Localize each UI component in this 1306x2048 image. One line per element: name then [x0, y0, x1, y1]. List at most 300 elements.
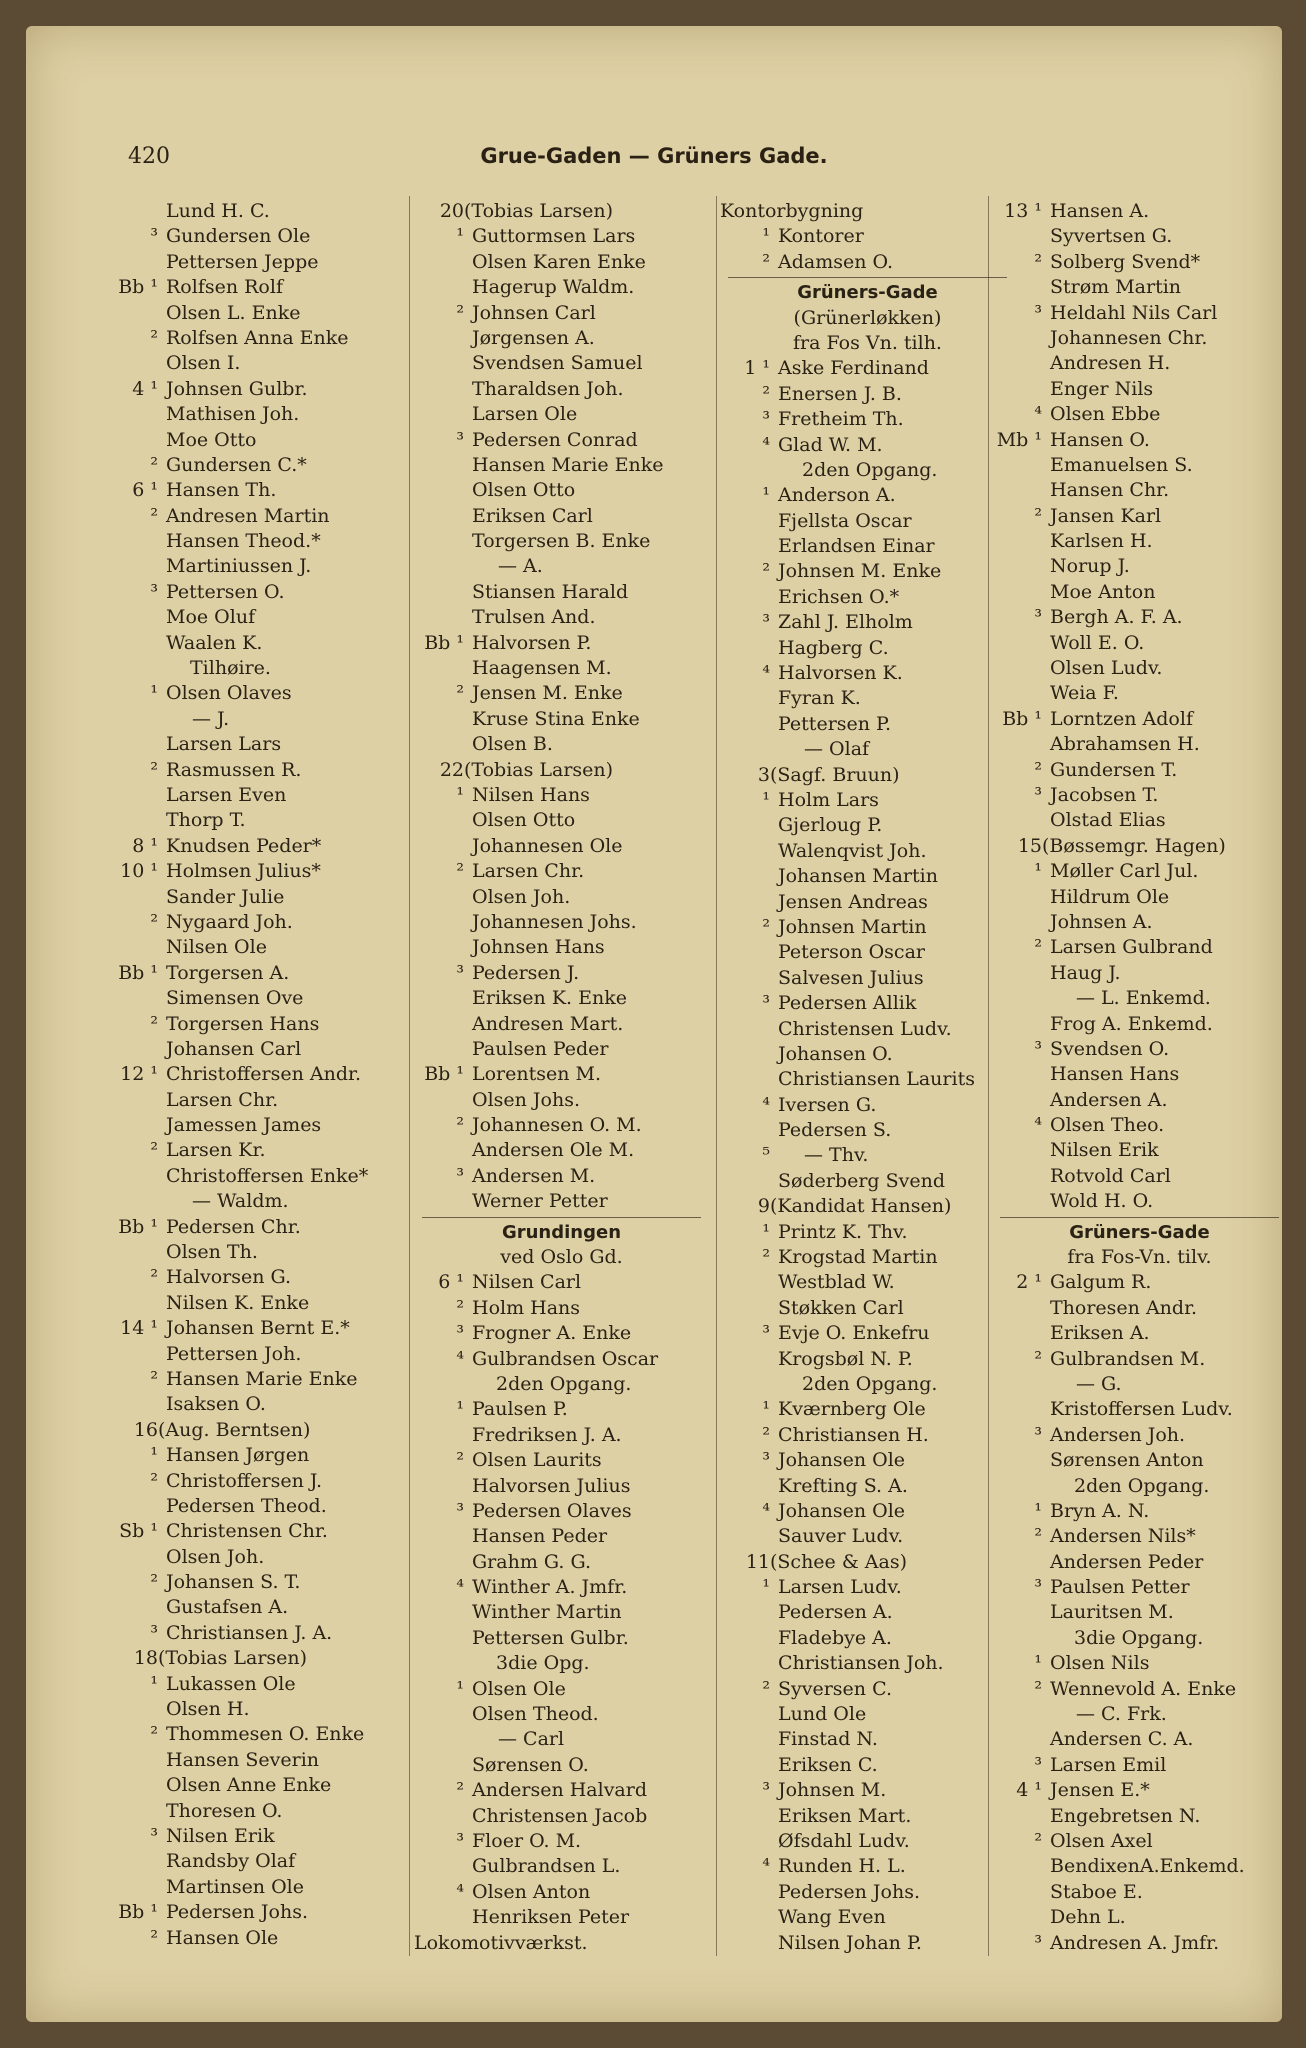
resident-name: Johansen O. [778, 1042, 893, 1065]
resident-name: Lukassen Ole [166, 1672, 296, 1695]
directory-entry [414, 326, 709, 351]
resident-name: Andersen Peder [1050, 1550, 1204, 1573]
directory-entry [108, 428, 403, 453]
resident-name: — G. [1076, 1372, 1122, 1395]
street-note: fra Fos Vn. tilh. [793, 331, 942, 354]
entry-marker: ² [1034, 1830, 1042, 1852]
directory-entry [992, 631, 1282, 656]
directory-entry [108, 1164, 403, 1189]
resident-name: Paulsen Peder [472, 1037, 609, 1060]
directory-entry [992, 834, 1282, 859]
directory-entry [108, 1443, 403, 1468]
resident-name: Enersen J. B. [778, 382, 902, 405]
directory-entry [720, 864, 1015, 889]
directory-entry [992, 377, 1282, 402]
entry-marker: 6 ¹ [438, 1271, 464, 1294]
directory-entry [720, 1169, 1015, 1194]
directory-entry [992, 1423, 1282, 1448]
directory-entry [108, 1799, 403, 1824]
resident-name: Lorntzen Adolf [1050, 707, 1193, 730]
resident-name: Winther Martin [472, 1601, 622, 1624]
directory-entry [108, 1773, 403, 1798]
resident-name: Jansen Karl [1050, 504, 1162, 527]
resident-name: BendixenA.Enkemd. [1050, 1855, 1245, 1878]
resident-name: Hansen Peder [472, 1525, 608, 1548]
resident-name: Johannesen O. M. [472, 1114, 642, 1137]
resident-name: (Tobias Larsen) [158, 1647, 308, 1670]
directory-entry [992, 1037, 1282, 1062]
resident-name: Zahl J. Elholm [778, 611, 913, 634]
directory-entry [414, 453, 709, 478]
entry-marker: ² [150, 1469, 158, 1492]
resident-name: Hansen Marie Enke [472, 453, 664, 476]
resident-name: Svendsen Samuel [472, 352, 643, 375]
entry-marker: ¹ [762, 1398, 770, 1421]
entry-marker: ¹ [762, 1576, 770, 1599]
resident-name: Andresen Mart. [472, 1012, 624, 1035]
directory-entry [720, 1143, 1015, 1168]
resident-name: Iversen G. [778, 1093, 877, 1116]
directory-entry [414, 605, 709, 630]
directory-entry [992, 1113, 1282, 1138]
directory-entry [992, 1499, 1282, 1524]
resident-name: Krefting S. A. [778, 1474, 908, 1497]
resident-name: (Bøssemgr. Hagen) [1042, 834, 1226, 857]
resident-name: Christiansen Joh. [778, 1652, 944, 1675]
resident-name: Olsen Johs. [472, 1088, 581, 1111]
entry-marker: ⁴ [762, 1499, 770, 1522]
directory-entry [720, 1854, 1015, 1879]
resident-name: Olsen Ebbe [1050, 403, 1161, 426]
directory-entry [720, 763, 1015, 788]
directory-entry [992, 1245, 1282, 1270]
directory-entry [108, 554, 403, 579]
entry-marker: ² [150, 1367, 158, 1390]
directory-entry [414, 1245, 709, 1270]
directory-entry [108, 1672, 403, 1697]
resident-name: Pettersen Joh. [166, 1342, 302, 1365]
resident-name: Lauritsen M. [1050, 1601, 1174, 1624]
resident-name: Fretheim Th. [778, 408, 904, 431]
resident-name: Glad W. M. [778, 433, 883, 456]
directory-entry [108, 1469, 403, 1494]
entry-marker: ² [456, 860, 464, 883]
directory-entry [108, 732, 403, 757]
entry-marker: ² [1034, 504, 1042, 527]
entry-marker: ³ [762, 992, 770, 1015]
directory-entry [414, 1753, 709, 1778]
directory-entry [720, 686, 1015, 711]
directory-entry [720, 331, 1015, 356]
entry-marker: ³ [1034, 301, 1042, 324]
resident-name: — A. [498, 555, 543, 578]
directory-entry [414, 707, 709, 732]
directory-entry [108, 1748, 403, 1773]
directory-entry [720, 839, 1015, 864]
resident-name: Pedersen Johs. [778, 1880, 921, 1903]
resident-name: Thoresen Andr. [1050, 1296, 1198, 1319]
entry-marker: 3 [757, 763, 770, 786]
directory-entry [720, 433, 1015, 458]
directory-entry [992, 1296, 1282, 1321]
entry-marker: ² [456, 1779, 464, 1802]
resident-name: Bergh A. F. A. [1050, 606, 1183, 629]
resident-name: Lokomotivværkst. [414, 1931, 588, 1954]
directory-entry [720, 509, 1015, 534]
directory-entry [414, 1600, 709, 1625]
entry-marker: ³ [150, 1621, 158, 1644]
resident-name: Haagensen M. [472, 657, 612, 680]
directory-entry [414, 1397, 709, 1422]
resident-name: Hansen Chr. [1050, 479, 1170, 502]
street-name: Grüners-Gade [797, 282, 938, 304]
resident-name: Jørgensen A. [472, 326, 595, 349]
resident-name: Pettersen P. [778, 712, 892, 735]
directory-entry [108, 1088, 403, 1113]
directory-entry [720, 1017, 1015, 1042]
directory-entry [108, 1519, 403, 1544]
resident-name: (Kandidat Hansen) [770, 1195, 952, 1218]
resident-name: — L. Enkemd. [1076, 987, 1211, 1010]
directory-entry [108, 1824, 403, 1849]
directory-entry [992, 1448, 1282, 1473]
directory-entry [414, 1727, 709, 1752]
entry-marker: ² [456, 1449, 464, 1472]
entry-marker: Bb ¹ [118, 1215, 158, 1238]
resident-name: Larsen Ludv. [778, 1576, 902, 1599]
directory-entry [992, 580, 1282, 605]
resident-name: Johansen Ole [778, 1449, 906, 1472]
entry-marker: ¹ [762, 225, 770, 248]
resident-name: Christensen Jacob [472, 1804, 648, 1827]
directory-entry [108, 656, 403, 681]
entry-marker: ² [150, 1723, 158, 1746]
street-note: fra Fos-Vn. tilv. [1067, 1246, 1212, 1269]
resident-name: Syvertsen G. [1050, 225, 1173, 248]
resident-name: Dehn L. [1050, 1906, 1126, 1929]
directory-entry [414, 1062, 709, 1087]
resident-name: Johansen Bernt E.* [166, 1317, 350, 1340]
entry-marker: 1 ¹ [744, 357, 770, 380]
resident-name: Gundersen T. [1050, 758, 1178, 781]
resident-name: Pedersen Allik [778, 992, 917, 1015]
entry-marker: ⁴ [456, 1347, 464, 1370]
directory-entry [992, 478, 1282, 503]
resident-name: Støkken Carl [778, 1296, 904, 1319]
resident-name: Fredriksen J. A. [472, 1423, 622, 1446]
resident-name: Johnsen A. [1050, 910, 1153, 933]
directory-entry [992, 681, 1282, 706]
entry-marker: Bb ¹ [1002, 707, 1042, 730]
directory-entry [108, 1900, 403, 1925]
entry-marker: ² [150, 1139, 158, 1162]
directory-entry [414, 199, 709, 224]
directory-entry [992, 732, 1282, 757]
directory-entry [720, 1931, 1015, 1956]
directory-entry [414, 885, 709, 910]
directory-entry [108, 783, 403, 808]
resident-name: Andresen A. Jmfr. [1050, 1931, 1220, 1954]
resident-name: Johannesen Chr. [1050, 326, 1208, 349]
resident-name: Thoresen O. [166, 1799, 283, 1822]
directory-entry [108, 402, 403, 427]
resident-name: Olsen L. Enke [166, 301, 301, 324]
directory-entry [414, 986, 709, 1011]
resident-name: Hildrum Ole [1050, 885, 1170, 908]
directory-entry [992, 885, 1282, 910]
resident-name: Olsen Th. [166, 1241, 258, 1264]
directory-entry [108, 1037, 403, 1062]
entry-marker: Bb ¹ [118, 1901, 158, 1924]
resident-name: Galgum R. [1050, 1271, 1152, 1294]
resident-name: (Sagf. Bruun) [770, 763, 900, 786]
entry-marker: ² [762, 915, 770, 938]
entry-marker: ⁴ [456, 1880, 464, 1903]
resident-name: Sauver Ludv. [778, 1525, 904, 1548]
resident-name: Tharaldsen Joh. [472, 377, 624, 400]
directory-entry [992, 758, 1282, 783]
resident-name: Larsen Ole [472, 403, 578, 426]
resident-name: Kværnberg Ole [778, 1398, 926, 1421]
directory-entry [992, 783, 1282, 808]
directory-entry [108, 224, 403, 249]
directory-entry [720, 813, 1015, 838]
resident-name: Andresen H. [1050, 352, 1171, 375]
directory-entry [992, 1753, 1282, 1778]
directory-entry [992, 1626, 1282, 1651]
entry-marker: ² [762, 382, 770, 405]
resident-name: Isaksen O. [166, 1393, 266, 1416]
resident-name: Nygaard Joh. [166, 910, 293, 933]
resident-name: Peterson Oscar [778, 941, 925, 964]
directory-entry [992, 1651, 1282, 1676]
directory-entry [720, 661, 1015, 686]
resident-name: Jensen E.* [1050, 1779, 1150, 1802]
directory-entry [414, 1931, 709, 1956]
entry-marker: ¹ [150, 1672, 158, 1695]
resident-name: Andersen Joh. [1050, 1423, 1186, 1446]
resident-name: Grahm G. G. [472, 1550, 592, 1573]
entry-marker: ² [762, 250, 770, 273]
resident-name: Olsen Nils [1050, 1652, 1150, 1675]
resident-name: Christensen Chr. [166, 1520, 328, 1543]
entry-marker: ³ [762, 1449, 770, 1472]
directory-entry [108, 326, 403, 351]
resident-name: Lorentsen M. [472, 1063, 602, 1086]
resident-name: Emanuelsen S. [1050, 453, 1193, 476]
directory-entry [108, 504, 403, 529]
directory-entry [414, 1854, 709, 1879]
resident-name: Olsen Olaves [166, 682, 292, 705]
resident-name: Bryn A. N. [1050, 1499, 1150, 1522]
resident-name: Pedersen Chr. [166, 1215, 301, 1238]
directory-entry [414, 250, 709, 275]
entry-marker: ² [150, 1926, 158, 1949]
resident-name: Wold H. O. [1050, 1190, 1154, 1213]
directory-page [26, 26, 1282, 2022]
resident-name: Hagberg C. [778, 636, 889, 659]
resident-name: Waalen K. [166, 631, 263, 654]
entry-marker: ⁴ [1034, 403, 1042, 426]
directory-entry [414, 1321, 709, 1346]
directory-entry [414, 1423, 709, 1448]
entry-marker: ¹ [1034, 860, 1042, 883]
resident-name: Erlandsen Einar [778, 535, 935, 558]
directory-entry [414, 1524, 709, 1549]
directory-entry [414, 1474, 709, 1499]
directory-entry [720, 1093, 1015, 1118]
resident-name: Kruse Stina Enke [472, 707, 640, 730]
directory-entry [414, 1270, 709, 1295]
resident-name: Hansen O. [1050, 428, 1150, 451]
resident-name: Woll E. O. [1050, 631, 1145, 654]
directory-entry [414, 1702, 709, 1727]
directory-entry [992, 428, 1282, 453]
resident-name: Kristoffersen Ludv. [1050, 1398, 1233, 1421]
directory-entry [414, 681, 709, 706]
section-rule [1000, 1217, 1279, 1218]
entry-marker: ³ [1034, 1931, 1042, 1954]
resident-name: Larsen Chr. [166, 1088, 279, 1111]
entry-marker: ³ [762, 611, 770, 634]
directory-entry [414, 758, 709, 783]
directory-entry [414, 1088, 709, 1113]
resident-name: Johnsen M. Enke [778, 560, 942, 583]
resident-name: Johnsen Hans [472, 936, 605, 959]
directory-entry [414, 656, 709, 681]
directory-entry [414, 1012, 709, 1037]
entry-marker: ¹ [762, 1220, 770, 1243]
directory-entry [108, 986, 403, 1011]
directory-entry [414, 1347, 709, 1372]
resident-name: Møller Carl Jul. [1050, 860, 1199, 883]
directory-entry [108, 605, 403, 630]
resident-name: Torgersen B. Enke [472, 530, 651, 553]
resident-name: Pedersen Olaves [472, 1499, 632, 1522]
resident-name: Finstad N. [778, 1728, 878, 1751]
resident-name: Nilsen Erik [166, 1825, 275, 1847]
directory-entry [720, 1499, 1015, 1524]
directory-entry [414, 1677, 709, 1702]
section-heading [414, 1220, 709, 1245]
entry-marker: 22 [439, 758, 464, 781]
resident-name: Halvorsen Julius [472, 1474, 631, 1497]
entry-marker: 12 ¹ [120, 1063, 158, 1086]
resident-name: Pedersen S. [778, 1119, 892, 1142]
directory-entry [720, 1245, 1015, 1270]
entry-marker: ² [150, 326, 158, 349]
resident-name: (Tobias Larsen) [464, 200, 614, 222]
directory-entry [720, 915, 1015, 940]
directory-entry [720, 1347, 1015, 1372]
resident-name: Andersen Nils* [1050, 1525, 1196, 1548]
directory-entry [108, 1722, 403, 1747]
directory-entry [414, 1499, 709, 1524]
directory-entry [108, 834, 403, 859]
directory-entry [414, 783, 709, 808]
resident-name: Olsen Axel [1050, 1830, 1153, 1852]
directory-entry [992, 224, 1282, 249]
resident-name: Olsen Otto [472, 479, 576, 502]
directory-entry [414, 1113, 709, 1138]
directory-entry [108, 910, 403, 935]
entry-marker: ² [150, 1266, 158, 1289]
directory-entry [720, 382, 1015, 407]
resident-name: Sørensen Anton [1050, 1449, 1204, 1472]
directory-entry [992, 1164, 1282, 1189]
directory-entry [720, 610, 1015, 635]
entry-marker: ¹ [762, 484, 770, 507]
resident-name: Christoffersen J. [166, 1469, 323, 1492]
resident-name: Olsen Joh. [472, 885, 571, 908]
resident-name: Christiansen H. [778, 1423, 929, 1446]
resident-name: Johansen Martin [778, 865, 938, 888]
directory-entry [108, 707, 403, 732]
directory-entry [108, 478, 403, 503]
directory-entry [720, 585, 1015, 610]
directory-entry [992, 1880, 1282, 1905]
resident-name: Jacobsen T. [1050, 783, 1159, 806]
resident-name: Eriksen C. [778, 1753, 878, 1776]
directory-entry [414, 935, 709, 960]
column-divider [716, 196, 717, 1956]
resident-name: Andersen A. [1050, 1088, 1168, 1111]
resident-name: Hansen Ole [166, 1926, 279, 1949]
entry-marker: ³ [456, 1499, 464, 1522]
directory-entry [108, 935, 403, 960]
resident-name: Pedersen A. [778, 1601, 893, 1624]
page-header [26, 144, 1282, 174]
resident-name: Johnsen M. [778, 1779, 887, 1802]
entry-marker: ² [1034, 1347, 1042, 1370]
entry-marker: 13 ¹ [1004, 200, 1042, 222]
directory-entry [720, 1651, 1015, 1676]
entry-marker: ³ [1034, 1753, 1042, 1776]
resident-name: Gundersen C.* [166, 453, 307, 476]
entry-marker: ³ [1034, 606, 1042, 629]
directory-entry [992, 351, 1282, 376]
directory-entry [108, 1646, 403, 1671]
entry-marker: ³ [150, 1825, 158, 1847]
directory-entry [992, 986, 1282, 1011]
directory-entry [108, 1012, 403, 1037]
entry-marker: ⁴ [762, 1093, 770, 1116]
entry-marker: ³ [762, 408, 770, 431]
resident-name: Olsen Anton [472, 1880, 591, 1903]
resident-name: Moe Otto [166, 428, 257, 451]
resident-name: Olsen Joh. [166, 1545, 265, 1568]
entry-marker: ¹ [762, 788, 770, 811]
resident-name: Lund H. C. [166, 200, 270, 222]
directory-entry [720, 636, 1015, 661]
entry-marker: ² [1034, 1525, 1042, 1548]
directory-entry [108, 1545, 403, 1570]
entry-marker: 14 ¹ [120, 1317, 158, 1340]
directory-entry [992, 1804, 1282, 1829]
directory-entry [108, 1875, 403, 1900]
directory-entry [414, 428, 709, 453]
directory-entry [414, 1880, 709, 1905]
directory-entry [992, 301, 1282, 326]
directory-entry [720, 1118, 1015, 1143]
directory-entry [992, 808, 1282, 833]
directory-entry [414, 554, 709, 579]
directory-entry [720, 1778, 1015, 1803]
resident-name: Abrahamsen H. [1050, 733, 1200, 756]
resident-name: Christiansen Laurits [778, 1068, 975, 1091]
directory-entry [992, 1347, 1282, 1372]
resident-name: Aske Ferdinand [778, 357, 929, 380]
